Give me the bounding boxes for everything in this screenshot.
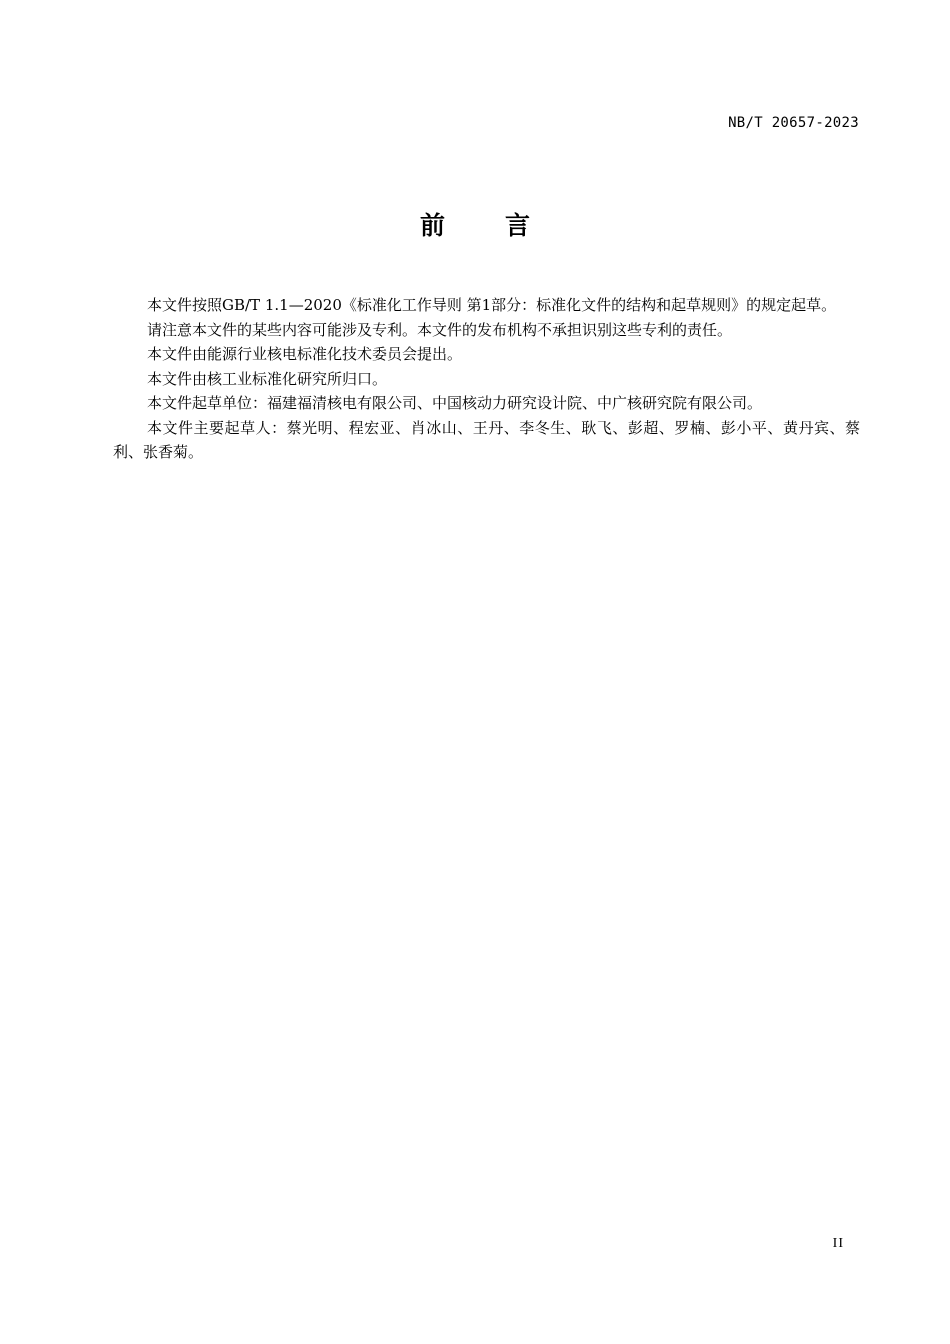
paragraph-drafting-units: 本文件起草单位：福建福清核电有限公司、中国核动力研究设计院、中广核研究院有限公司。 <box>147 394 763 412</box>
standard-number: NB/T 20657-2023 <box>728 115 859 131</box>
paragraph-centralized-by: 本文件由核工业标准化研究所归口。 <box>147 369 388 388</box>
page-title: 前言 <box>419 211 590 240</box>
paragraph-proposed-by: 本文件由能源行业核电标准化技术委员会提出。 <box>147 345 463 363</box>
foreword-body <box>113 293 860 465</box>
paragraph-main-drafters: 本文件主要起草人：蔡光明、程宏亚、肖冰山、王丹、李冬生、耿飞、彭超、罗楠、彭小平、黄丹宾、蔡利、张香菊。 <box>113 418 860 461</box>
paragraph-drafting-basis: 本文件按照GB/T 1.1—2020《标准化工作导则 第1部分：标准化文件的结构和起草规则》的规定起草。 <box>147 296 837 314</box>
paragraph-patent-notice: 请注意本文件的某些内容可能涉及专利。本文件的发布机构不承担识别这些专利的责任。 <box>147 320 733 339</box>
page-number: II <box>832 1236 844 1251</box>
